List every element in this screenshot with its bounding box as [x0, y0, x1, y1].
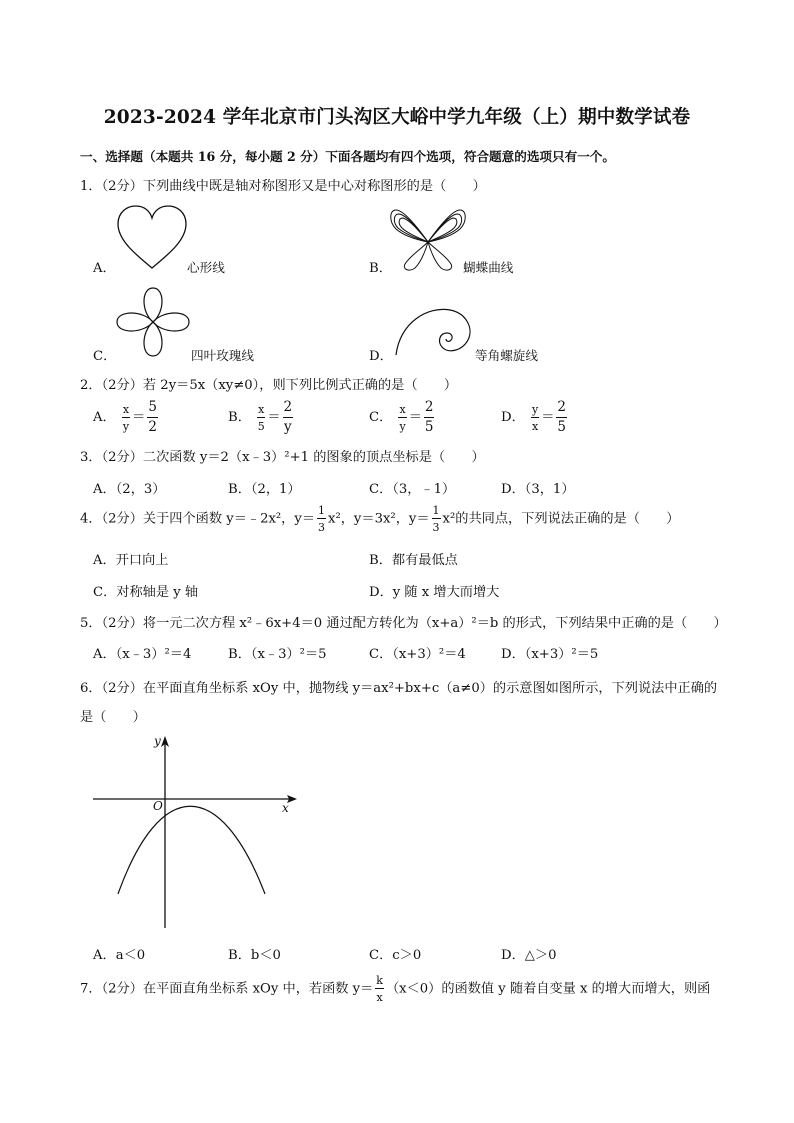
q4-option-b[interactable]: B．都有最低点 [369, 553, 458, 568]
q2-option-d[interactable] [501, 401, 569, 434]
equals-sign: ＝ [408, 410, 422, 425]
fraction-denominator: 5 [557, 418, 566, 435]
q5-option-b[interactable]: B．（x﹣3）²＝5 [228, 647, 327, 662]
fraction-denominator: 5 [257, 419, 265, 433]
q4-stem [80, 505, 679, 533]
fraction-denominator: x [531, 419, 539, 433]
q4-option-d[interactable]: D．y 随 x 增大而增大 [369, 585, 500, 600]
q4-option-c[interactable]: C．对称轴是 y 轴 [93, 585, 199, 600]
q7-stem-start: 7．（2分）在平面直角坐标系 xOy 中，若函数 y＝ [80, 981, 374, 997]
fraction-denominator: x [376, 991, 383, 1004]
q4-y-equals: y＝ [294, 511, 316, 527]
q1-stem: 1．（2分）下列曲线中既是轴对称图形又是中心对称图形的是（ ） [80, 179, 486, 194]
q1-caption-b: 蝴蝶曲线 [463, 260, 514, 275]
page-title: 2023-2024 学年北京市门头沟区大峪中学九年级（上）期中数学试卷 [103, 107, 691, 128]
q4-x-squared: x² [328, 511, 341, 527]
q3-option-b[interactable]: B．（2，1） [228, 482, 301, 497]
q3-stem: 3．（2分）二次函数 y＝2（x﹣3）²+1 的图象的顶点坐标是（ ） [80, 450, 485, 465]
fraction [317, 505, 326, 533]
q3-option-a[interactable]: A．（2，3） [93, 482, 166, 497]
fraction-numerator: x [399, 402, 406, 416]
q1-option-c-label: C． [93, 349, 117, 364]
fraction [424, 401, 435, 434]
q5-stem: 5．（2分）将一元二次方程 x²﹣6x+4＝0 通过配方转化为（x+a）²＝b 的形式，下列结果中正确的是（ ） [80, 616, 727, 631]
q3-option-d[interactable]: D．（3，1） [501, 482, 575, 497]
q6-stem-line1: 6．（2分）在平面直角坐标系 xOy 中，抛物线 y＝ax²+bx+c（a≠0）的示意图如图所示，下列说法中正确的 [80, 681, 718, 696]
fraction [398, 404, 406, 432]
fraction-denominator: 5 [424, 418, 434, 435]
q7-stem [80, 975, 710, 1003]
parabola-curve [118, 806, 265, 894]
fraction-numerator: 2 [556, 401, 567, 418]
fraction-denominator: y [399, 419, 406, 433]
q1-caption-a: 心形线 [187, 260, 225, 275]
y-axis-label: y [154, 734, 161, 748]
q4-stem-middle: ，y＝3x²， [340, 511, 409, 527]
fraction-numerator: y [531, 402, 539, 416]
fraction [432, 505, 441, 533]
q2-option-a-label: A． [93, 410, 116, 425]
q1-caption-d: 等角螺旋线 [475, 348, 538, 363]
fraction-denominator: 3 [318, 521, 326, 534]
fraction-numerator: 1 [432, 504, 440, 517]
q4-option-a[interactable]: A．开口向上 [93, 553, 169, 568]
fraction-numerator: 2 [424, 401, 435, 418]
q1-caption-c: 四叶玫瑰线 [191, 348, 254, 363]
fraction [283, 401, 294, 434]
fraction-denominator: 3 [432, 521, 440, 534]
fraction-numerator: k [376, 974, 383, 987]
butterfly-curve-figure [388, 202, 468, 274]
fraction-numerator: x [122, 402, 130, 416]
fraction-denominator: y [122, 419, 130, 433]
equiangular-spiral-figure [392, 300, 478, 360]
fraction-numerator: x [258, 402, 265, 416]
fraction-numerator: 1 [318, 504, 326, 517]
q6-stem-line2: 是（ ） [80, 710, 146, 725]
fraction-numerator: 5 [147, 401, 158, 418]
q5-option-c[interactable]: C．（x+3）²＝4 [369, 647, 466, 662]
fraction [375, 975, 384, 1003]
q3-option-c[interactable]: C．（3，﹣1） [369, 482, 456, 497]
q2-option-c-label: C． [369, 410, 393, 425]
q5-option-a[interactable]: A．（x﹣3）²＝4 [93, 647, 192, 662]
q4-stem-start: 4．（2分）关于四个函数 y＝﹣2x²， [80, 511, 295, 527]
q4-stem-end: 的共同点，下列说法正确的是（ ） [455, 511, 680, 527]
heart-curve-figure [115, 204, 190, 274]
q4-x-squared: x² [442, 511, 456, 527]
origin-label: O [153, 799, 163, 813]
q2-option-b-label: B． [228, 410, 251, 425]
q6-option-a[interactable]: A．a＜0 [93, 948, 146, 963]
equals-sign: ＝ [267, 410, 281, 425]
q2-option-c[interactable] [369, 401, 436, 434]
four-leaf-rose-figure [113, 284, 193, 360]
fraction [531, 404, 539, 432]
q2-option-b[interactable] [228, 401, 295, 434]
fraction-denominator: y [283, 418, 292, 435]
parabola-graph [90, 732, 300, 932]
q6-option-c[interactable]: C．c＞0 [369, 948, 422, 963]
q2-option-d-label: D． [501, 410, 525, 425]
fraction [122, 404, 130, 432]
fraction [556, 401, 567, 434]
fraction-denominator: 2 [148, 418, 157, 435]
x-axis-label: x [282, 801, 289, 815]
equals-sign: ＝ [541, 410, 555, 425]
q6-option-b[interactable]: B．b＜0 [228, 948, 281, 963]
q6-option-d[interactable]: D．△＞0 [501, 948, 557, 963]
equals-sign: ＝ [132, 410, 146, 425]
q2-stem: 2．（2分）若 2y＝5x（xy≠0），则下列比例式正确的是（ ） [80, 378, 458, 393]
q4-y-equals: y＝ [408, 511, 430, 527]
q1-option-b-label: B． [369, 261, 392, 276]
fraction [147, 401, 158, 434]
fraction [257, 404, 265, 432]
fraction-numerator: 2 [283, 401, 294, 418]
q1-option-d-label: D． [369, 349, 393, 364]
q5-option-d[interactable]: D．（x+3）²＝5 [501, 647, 599, 662]
section-heading: 一、选择题（本题共 16 分，每小题 2 分）下面各题均有四个选项，符合题意的选项只有一个。 [80, 149, 615, 164]
q7-stem-end: （x＜0）的函数值 y 随着自变量 x 的增大而增大，则函 [385, 981, 711, 997]
q1-option-a-label: A． [93, 261, 116, 276]
q2-option-a[interactable] [93, 401, 160, 434]
